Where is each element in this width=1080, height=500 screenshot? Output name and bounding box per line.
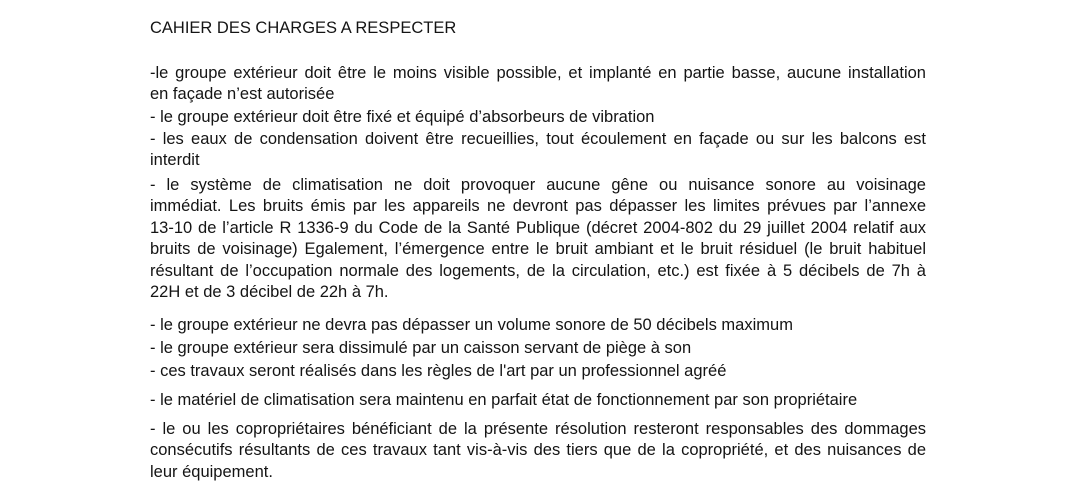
text-line: - le ou les copropriétaires bénéficiant de la présente résolution resteront responsables des dommages xyxy=(150,420,926,438)
text-line: 13-10 de l’article R 1336-9 du Code de la Santé Publique (décret 2004-802 du 29 juillet 2004 relatif aux xyxy=(150,218,926,237)
text-line: - les eaux de condensation doivent être recueillies, tout écoulement en façade ou sur les balcons est xyxy=(150,130,926,148)
text-line: en façade n’est autorisée xyxy=(150,85,335,104)
text-line: -le groupe extérieur doit être le moins visible possible, et implanté en partie basse, aucune installation xyxy=(150,64,926,82)
text-line: bruits de voisinage) Egalement, l’émergence entre le bruit ambiant et le bruit résiduel (le bruit habituel xyxy=(150,240,926,259)
document-title: CAHIER DES CHARGES A RESPECTER xyxy=(150,19,457,37)
text-line: - ces travaux seront réalisés dans les règles de l'art par un professionnel agréé xyxy=(150,362,727,380)
text-line: - le groupe extérieur sera dissimulé par un caisson servant de piège à son xyxy=(150,339,692,357)
requirement-item xyxy=(150,315,926,336)
text-line: - le matériel de climatisation sera maintenu en parfait état de fonctionnement par son propriétaire xyxy=(150,391,858,409)
text-line: - le groupe extérieur ne devra pas dépasser un volume sonore de 50 décibels maximum xyxy=(150,316,793,334)
text-line: - le système de climatisation ne doit provoquer aucune gêne ou nuisance sonore au voisinage xyxy=(150,176,926,194)
requirement-item xyxy=(150,338,926,359)
text-line: - le groupe extérieur doit être fixé et équipé d’absorbeurs de vibration xyxy=(150,108,655,126)
text-line: consécutifs résultants de ces travaux tant vis-à-vis des tiers que de la copropriété, et des nuisances de xyxy=(150,441,926,460)
requirement-item xyxy=(150,419,926,483)
text-line: immédiat. Les bruits émis par les appareils ne devront pas dépasser les limites prévues par l’annexe xyxy=(150,197,926,216)
requirement-item xyxy=(150,175,926,303)
requirement-item xyxy=(150,390,926,411)
text-line: interdit xyxy=(150,151,200,170)
requirement-item xyxy=(150,129,926,172)
text-line: 22H et de 3 décibel de 22h à 7h. xyxy=(150,283,389,302)
requirement-item xyxy=(150,361,926,382)
text-line: leur équipement. xyxy=(150,462,273,481)
text-line: résultant de l’occupation normale des logements, de la circulation, etc.) est fixée à 5 décibels de 7h à xyxy=(150,261,926,280)
requirement-item xyxy=(150,107,926,128)
requirement-item xyxy=(150,63,926,106)
